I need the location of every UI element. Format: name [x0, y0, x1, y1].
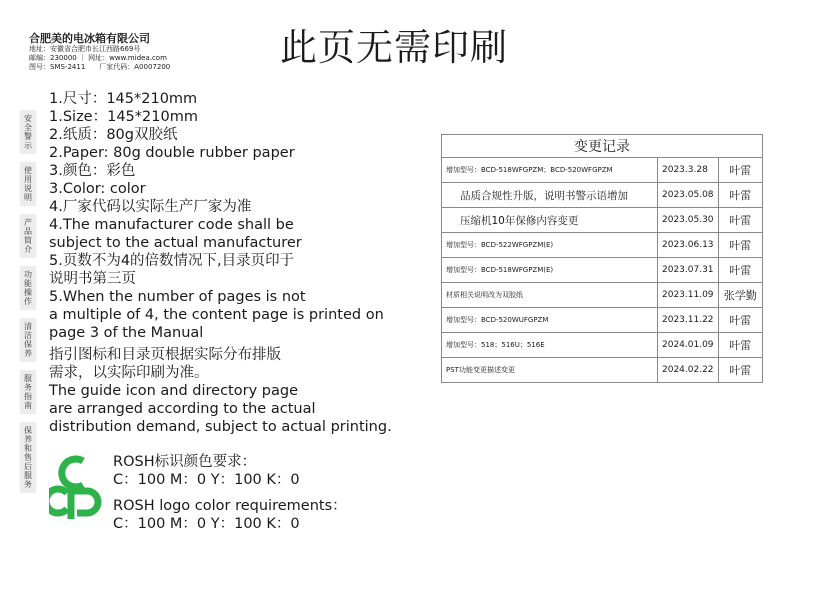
rosh-en-cmyk: C：100 M：0 Y：100 K：0 — [113, 516, 300, 532]
page-title: 此页无需印刷 — [280, 26, 508, 69]
side-tab-operation: 功 能 操 作 — [20, 266, 36, 310]
company-postcode-website: 邮编：230000 ｜ 网址：www.midea.com — [29, 54, 167, 62]
spec-line: a multiple of 4, the content page is printed on — [49, 307, 384, 323]
change-person: 张学勤 — [718, 283, 762, 308]
spec-line: 4.厂家代码以实际生产厂家为准 — [49, 199, 252, 215]
spec-line: 1.Size：145*210mm — [49, 109, 198, 125]
change-desc: 增加型号：BCD-520WUFGPZM — [442, 308, 658, 333]
rosh-text — [113, 453, 347, 533]
change-person: 叶雷 — [718, 258, 762, 283]
table-row — [442, 333, 763, 358]
table-row — [442, 158, 763, 183]
change-desc: 增加型号：518；516U；516E — [442, 333, 658, 358]
change-date: 2023.3.28 — [658, 158, 719, 183]
guide-line: The guide icon and directory page — [49, 383, 298, 399]
change-desc: 增加型号：BCD-518WFGPZM；BCD-520WFGPZM — [442, 158, 658, 183]
side-tab-strip — [20, 110, 36, 501]
table-row — [442, 258, 763, 283]
change-date: 2023.07.31 — [658, 258, 719, 283]
change-desc: 增加型号：BCD-518WFGPZM(E) — [442, 258, 658, 283]
spec-line: 1.尺寸：145*210mm — [49, 91, 198, 107]
spec-line: 2.纸质：80g双胶纸 — [49, 127, 178, 143]
rosh-en-label: ROSH logo color requirements： — [113, 498, 347, 514]
table-row — [442, 233, 763, 258]
change-person: 叶雷 — [718, 333, 762, 358]
side-tab-safety: 安 全 警 示 — [20, 110, 36, 154]
change-date: 2024.01.09 — [658, 333, 719, 358]
rosh-logo-icon — [49, 453, 105, 523]
change-log-table — [441, 134, 763, 383]
company-drawing-number: 图号：SMS-2411 厂家代码：A0007200 — [29, 63, 171, 71]
spec-line: page 3 of the Manual — [49, 325, 204, 341]
side-tab-aftersales: 保 养 和 售 后 服 务 — [20, 422, 36, 493]
change-date: 2023.05.30 — [658, 208, 719, 233]
change-date: 2023.05.08 — [658, 183, 719, 208]
table-row — [442, 358, 763, 383]
change-desc: 压缩机10年保修内容变更 — [442, 208, 658, 233]
change-person: 叶雷 — [718, 158, 762, 183]
change-desc: 品质合规性升版，说明书警示语增加 — [442, 183, 658, 208]
change-desc: 增加型号：BCD-522WFGPZM(E) — [442, 233, 658, 258]
guide-line: distribution demand, subject to actual printing. — [49, 419, 392, 435]
company-info — [29, 32, 170, 72]
change-person: 叶雷 — [718, 208, 762, 233]
rosh-cn-cmyk: C：100 M：0 Y：100 K：0 — [113, 472, 300, 488]
change-log-title: 变更记录 — [442, 135, 763, 158]
change-desc: 材质相关说明改为双胶纸 — [442, 283, 658, 308]
table-row — [442, 183, 763, 208]
spec-line: 3.Color: color — [49, 181, 146, 197]
spec-line: 说明书第三页 — [49, 271, 136, 287]
change-person: 叶雷 — [718, 233, 762, 258]
guide-line: 需求，以实际印刷为准。 — [49, 365, 209, 381]
spec-line: 5.页数不为4的倍数情况下,目录页印于 — [49, 253, 295, 269]
change-person: 叶雷 — [718, 308, 762, 333]
side-tab-usage: 使 用 说 明 — [20, 162, 36, 206]
company-name: 合肥美的电冰箱有限公司 — [29, 32, 150, 45]
guide-line: are arranged according to the actual — [49, 401, 316, 417]
table-row — [442, 308, 763, 333]
guide-line: 指引图标和目录页根据实际分布排版 — [49, 347, 281, 363]
spec-line: 2.Paper: 80g double rubber paper — [49, 145, 295, 161]
side-tab-service: 服 务 指 南 — [20, 370, 36, 414]
change-date: 2023.06.13 — [658, 233, 719, 258]
change-date: 2024.02.22 — [658, 358, 719, 383]
rosh-cn-label: ROSH标识颜色要求： — [113, 454, 257, 470]
company-address: 地址：安徽省合肥市长江西路669号 — [29, 45, 141, 53]
side-tab-product: 产 品 简 介 — [20, 214, 36, 258]
change-date: 2023.11.22 — [658, 308, 719, 333]
side-tab-cleaning: 清 洁 保 养 — [20, 318, 36, 362]
spec-line: 3.颜色：彩色 — [49, 163, 136, 179]
spec-line: 4.The manufacturer code shall be — [49, 217, 294, 233]
table-row — [442, 283, 763, 308]
table-row — [442, 208, 763, 233]
spec-line: 5.When the number of pages is not — [49, 289, 306, 305]
spec-line: subject to the actual manufacturer — [49, 235, 302, 251]
change-date: 2023.11.09 — [658, 283, 719, 308]
spec-text — [49, 90, 409, 436]
change-person: 叶雷 — [718, 358, 762, 383]
change-desc: PST功能变更描述变更 — [442, 358, 658, 383]
change-person: 叶雷 — [718, 183, 762, 208]
